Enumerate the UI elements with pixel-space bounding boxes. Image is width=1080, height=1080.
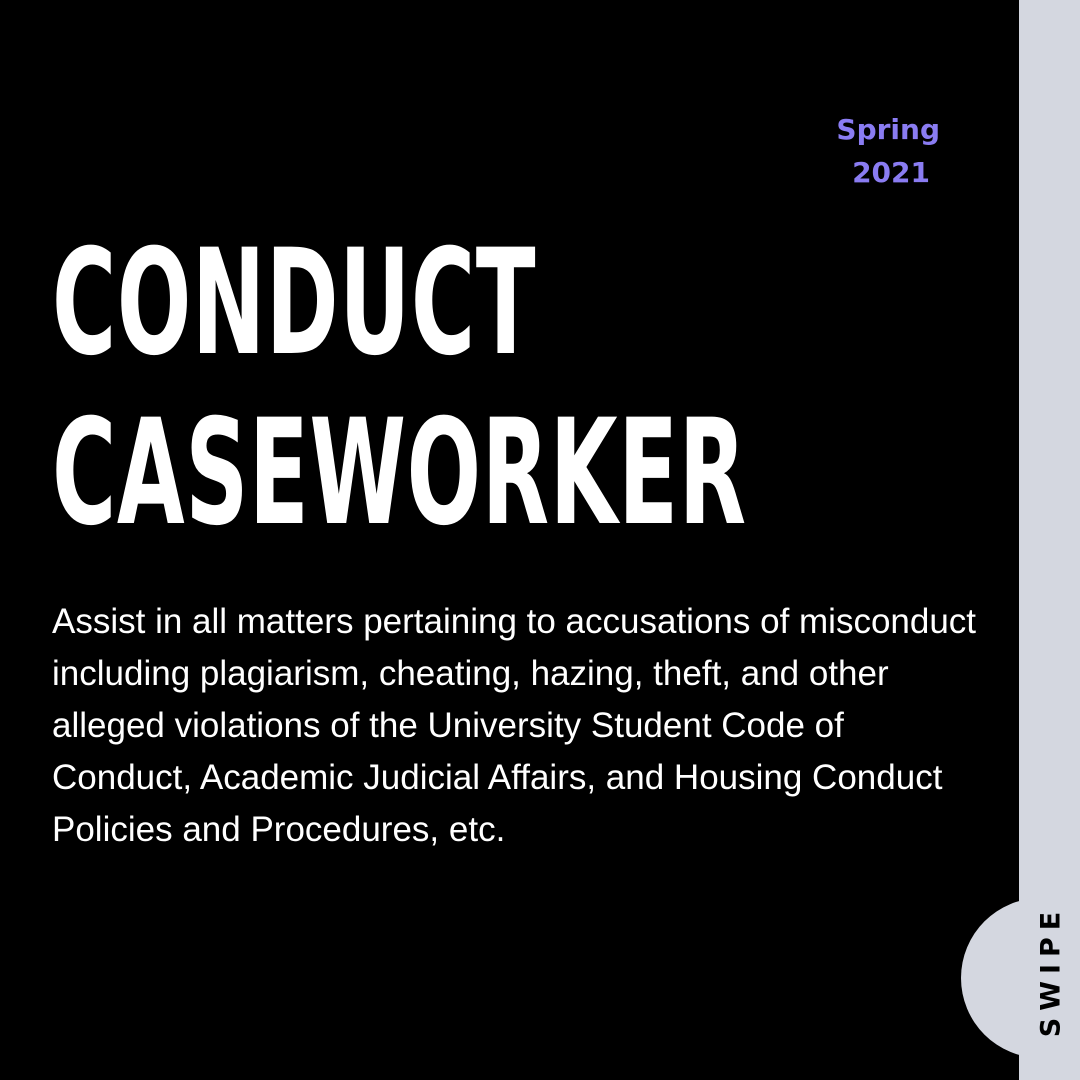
position-title: [52, 218, 747, 558]
term-season: Spring: [836, 113, 940, 146]
swipe-label: SWIPE: [1035, 904, 1067, 1038]
position-description: Assist in all matters pertaining to accusations of misconduct including plagiarism, cheating, hazing, theft, and other alleged violations of the University Student Code of Conduct, Academic Judicial Affairs, and Housing Conduct Policies and Procedures, etc.: [52, 602, 977, 849]
term-label: [740, 108, 940, 194]
term-year: 2021: [852, 156, 930, 189]
title-line-2: CASEWORKER: [52, 388, 747, 558]
title-line-1: CONDUCT: [52, 218, 537, 388]
